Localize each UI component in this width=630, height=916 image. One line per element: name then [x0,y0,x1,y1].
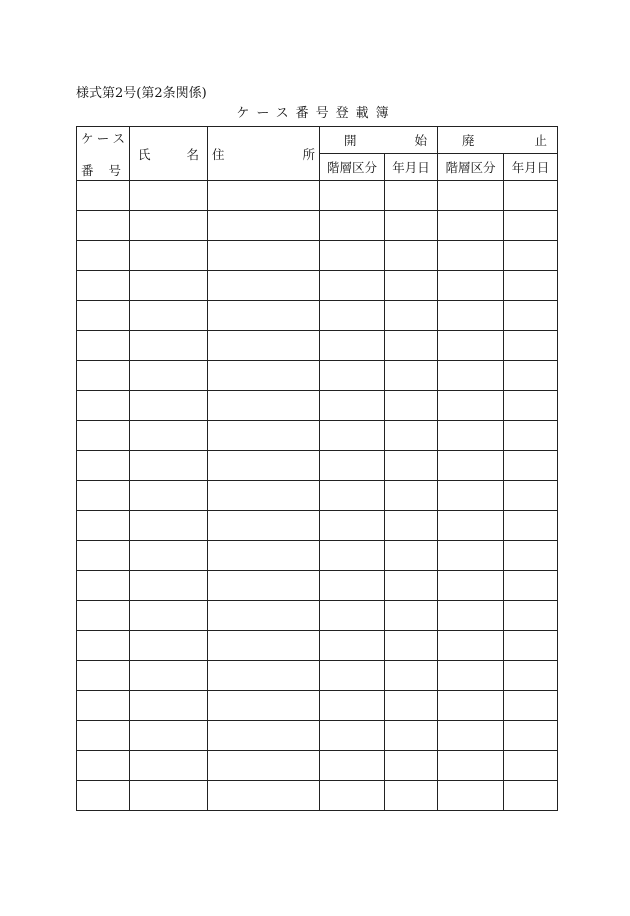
table-row [77,721,558,751]
table-row [77,181,558,211]
end-level-cell [438,481,504,511]
address-cell [208,451,320,481]
end-level-cell [438,301,504,331]
end-date-cell [504,391,558,421]
name-cell [130,301,208,331]
name-cell [130,661,208,691]
start-date-cell [385,481,438,511]
start-level-cell [320,481,385,511]
end-date-cell [504,631,558,661]
address-cell [208,601,320,631]
case-number-cell [77,181,130,211]
name-cell [130,391,208,421]
table-row [77,571,558,601]
case-number-cell [77,361,130,391]
start-level-cell [320,181,385,211]
end-level-cell [438,691,504,721]
name-cell [130,451,208,481]
start-level-cell [320,571,385,601]
end-date-cell [504,331,558,361]
table-row [77,271,558,301]
end-level-cell [438,211,504,241]
end-date-cell [504,181,558,211]
header-row-1 [77,127,558,154]
start-level-cell [320,211,385,241]
end-date-cell [504,241,558,271]
name-cell [130,331,208,361]
start-level-cell [320,421,385,451]
end-level-cell [438,541,504,571]
table-row [77,661,558,691]
start-date-cell [385,451,438,481]
table-row [77,361,558,391]
case-number-cell [77,301,130,331]
end-date-cell [504,601,558,631]
address-cell [208,331,320,361]
form-number-label: 様式第2号(第2条関係) [76,86,207,101]
name-cell [130,631,208,661]
start-date-cell [385,541,438,571]
end-level-cell [438,721,504,751]
name-cell [130,781,208,811]
address-cell [208,721,320,751]
table-row [77,451,558,481]
table-row [77,691,558,721]
end-level-cell [438,391,504,421]
start-date-cell [385,361,438,391]
address-cell [208,481,320,511]
end-date-cell [504,301,558,331]
end-level-cell [438,241,504,271]
case-number-cell [77,391,130,421]
header-name: 氏 名 [130,127,208,181]
table-row [77,481,558,511]
address-cell [208,661,320,691]
end-date-cell [504,271,558,301]
case-number-cell [77,751,130,781]
end-date-cell [504,451,558,481]
case-number-cell [77,451,130,481]
start-date-cell [385,211,438,241]
case-number-cell [77,481,130,511]
start-level-cell [320,361,385,391]
end-level-cell [438,751,504,781]
name-cell [130,751,208,781]
address-cell [208,241,320,271]
end-level-cell [438,451,504,481]
address-cell [208,751,320,781]
start-date-cell [385,571,438,601]
table-row [77,781,558,811]
address-cell [208,631,320,661]
case-number-cell [77,421,130,451]
start-date-cell [385,271,438,301]
table-row [77,421,558,451]
case-number-cell [77,331,130,361]
name-cell [130,181,208,211]
end-date-cell [504,421,558,451]
name-cell [130,271,208,301]
start-level-cell [320,451,385,481]
start-level-cell [320,661,385,691]
end-level-cell [438,331,504,361]
name-cell [130,511,208,541]
case-number-cell [77,631,130,661]
start-date-cell [385,721,438,751]
start-level-cell [320,781,385,811]
header-discontinue: 廃 止 [438,127,558,154]
name-cell [130,691,208,721]
end-level-cell [438,421,504,451]
start-date-cell [385,661,438,691]
start-level-cell [320,631,385,661]
name-cell [130,481,208,511]
end-date-cell [504,541,558,571]
start-level-cell [320,241,385,271]
start-level-cell [320,391,385,421]
table-row [77,241,558,271]
address-cell [208,361,320,391]
start-level-cell [320,511,385,541]
end-level-cell [438,361,504,391]
header-start-level: 階層区分 [320,154,385,181]
register-body [77,181,558,811]
case-number-cell [77,571,130,601]
end-date-cell [504,571,558,601]
name-cell [130,541,208,571]
address-cell [208,391,320,421]
end-level-cell [438,661,504,691]
address-cell [208,691,320,721]
start-level-cell [320,331,385,361]
table-row [77,601,558,631]
header-start: 開 始 [320,127,438,154]
address-cell [208,181,320,211]
case-number-cell [77,541,130,571]
case-number-cell [77,721,130,751]
name-cell [130,421,208,451]
start-level-cell [320,271,385,301]
end-date-cell [504,691,558,721]
start-date-cell [385,301,438,331]
address-cell [208,541,320,571]
case-number-cell [77,661,130,691]
address-cell [208,211,320,241]
end-level-cell [438,571,504,601]
start-level-cell [320,301,385,331]
name-cell [130,721,208,751]
start-date-cell [385,511,438,541]
end-level-cell [438,781,504,811]
start-level-cell [320,541,385,571]
case-number-cell [77,271,130,301]
end-level-cell [438,271,504,301]
address-cell [208,781,320,811]
address-cell [208,301,320,331]
table-row [77,631,558,661]
table-row [77,541,558,571]
start-date-cell [385,181,438,211]
end-date-cell [504,211,558,241]
address-cell [208,271,320,301]
case-number-cell [77,781,130,811]
end-date-cell [504,751,558,781]
table-row [77,331,558,361]
name-cell [130,361,208,391]
case-number-cell [77,601,130,631]
start-date-cell [385,691,438,721]
end-date-cell [504,361,558,391]
start-level-cell [320,691,385,721]
address-cell [208,571,320,601]
start-level-cell [320,601,385,631]
header-address: 住 所 [208,127,320,181]
name-cell [130,571,208,601]
end-level-cell [438,601,504,631]
end-date-cell [504,781,558,811]
end-date-cell [504,481,558,511]
start-date-cell [385,781,438,811]
case-number-cell [77,691,130,721]
start-level-cell [320,751,385,781]
header-case-number: ケ ー ス 番 号 [77,127,130,181]
start-date-cell [385,631,438,661]
end-date-cell [504,661,558,691]
header-end-level: 階層区分 [438,154,504,181]
end-date-cell [504,721,558,751]
header-end-date: 年月日 [504,154,558,181]
table-row [77,211,558,241]
name-cell [130,241,208,271]
start-date-cell [385,391,438,421]
start-date-cell [385,241,438,271]
case-number-cell [77,241,130,271]
end-level-cell [438,181,504,211]
table-row [77,391,558,421]
case-number-cell [77,511,130,541]
case-number-cell [77,211,130,241]
address-cell [208,421,320,451]
start-date-cell [385,601,438,631]
table-row [77,511,558,541]
end-level-cell [438,511,504,541]
header-start-date: 年月日 [385,154,438,181]
name-cell [130,601,208,631]
address-cell [208,511,320,541]
start-date-cell [385,421,438,451]
document-title: ケース番号登載簿 [236,106,396,121]
case-number-register-table [76,126,558,811]
start-date-cell [385,751,438,781]
start-date-cell [385,331,438,361]
end-level-cell [438,631,504,661]
table-row [77,751,558,781]
start-level-cell [320,721,385,751]
table-row [77,301,558,331]
name-cell [130,211,208,241]
end-date-cell [504,511,558,541]
